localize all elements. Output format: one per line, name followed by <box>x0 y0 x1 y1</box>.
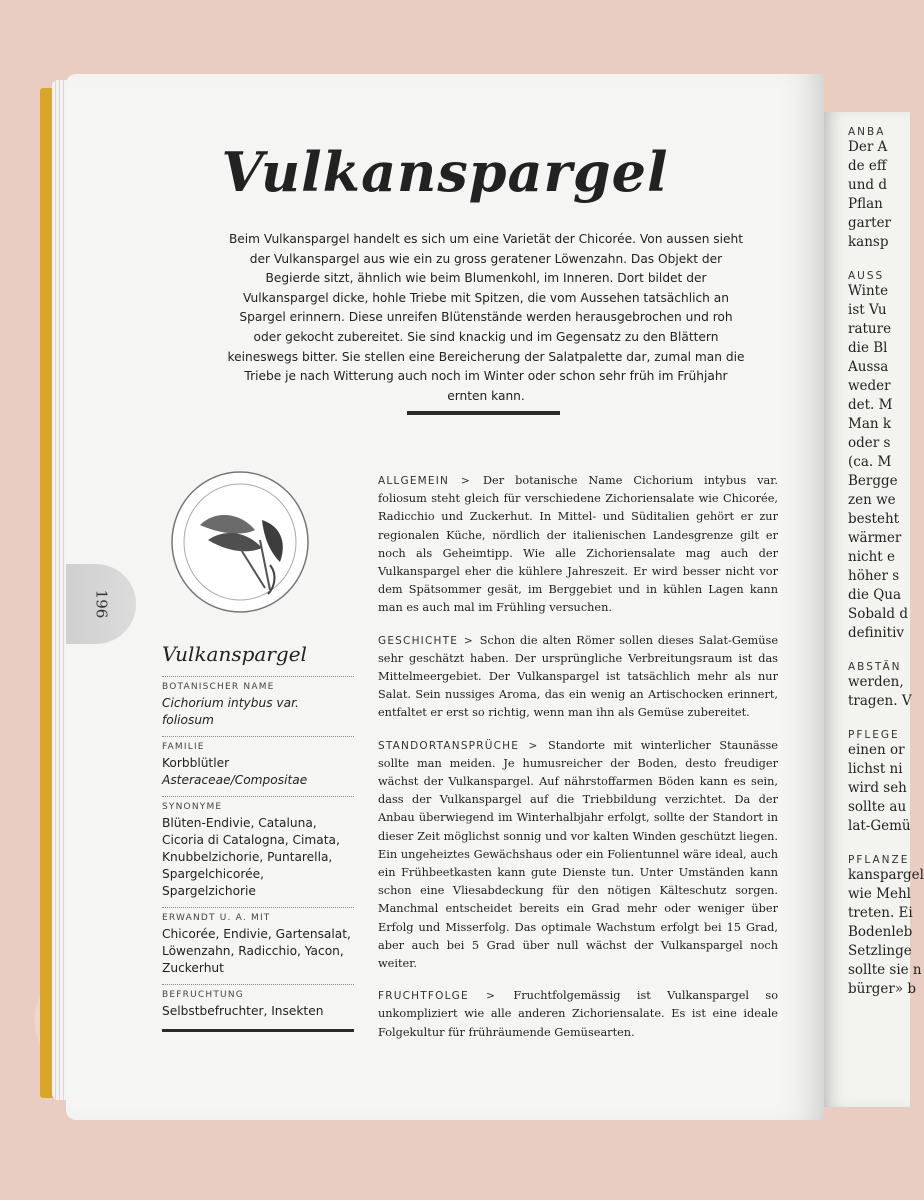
section-text: Schon die alten Römer sollen dieses Salat-Gemüse sehr geschätzt haben. Der ursprüngliche Verbreitungsraum ist das Mittelmeergebiet. Der Vulkanspargel ist tatsächlich mehr als nur Salat. Sein nussiges Aroma, das ein wenig an Artischocken erinnert, entfaltet er erst so richtig, wenn man ihn als Gemüse zubereitet. <box>378 633 779 720</box>
right-page-line: de eff <box>848 158 887 174</box>
right-page-heading: ABSTÄN <box>848 661 902 673</box>
fact-value: Cichorium intybus var. foliosum <box>162 696 299 727</box>
section-crop-rotation <box>378 987 778 1042</box>
fact-sidebar <box>162 642 354 1032</box>
right-page-line: lat-Gemü <box>848 818 911 834</box>
right-page-line: die Bl <box>848 340 888 356</box>
right-page-heading: ANBA <box>848 126 886 138</box>
right-page-line: Bodenleb <box>848 924 913 940</box>
sidebar-title: Vulkanspargel <box>162 642 307 666</box>
right-page-line: garter <box>848 215 892 231</box>
right-page-line: wird seh <box>848 780 907 796</box>
page-number-tab <box>66 564 136 644</box>
right-page-line: kanspargel <box>848 867 924 883</box>
right-page-line: einen or <box>848 742 905 758</box>
section-history <box>378 632 778 723</box>
right-page-line: definitiv <box>848 625 905 641</box>
right-page-line: Sobald d <box>848 606 908 622</box>
right-page-heading: PFLANZE <box>848 854 910 866</box>
fact-value: Selbstbefruchter, Insekten <box>162 1004 324 1018</box>
right-page-line: Der A <box>848 139 888 155</box>
fact-label: SYNONYME <box>162 802 223 812</box>
right-page-line: Bergge <box>848 473 898 489</box>
right-page-line: wärmer <box>848 530 902 546</box>
page-title: Vulkanspargel <box>221 140 669 204</box>
right-page-line: Winte <box>848 283 889 299</box>
right-page-line: ist Vu <box>848 302 887 318</box>
right-page-line: sollte au <box>848 799 907 815</box>
page-number: 196 <box>91 589 110 619</box>
right-page-line: (ca. M <box>848 454 892 470</box>
section-site-requirements <box>378 737 778 974</box>
plate-illustration <box>170 470 310 615</box>
right-page-line: zen we <box>848 492 896 508</box>
fact-synonyms <box>162 796 354 907</box>
section-heading: GESCHICHTE > <box>378 634 480 647</box>
section-heading: STANDORTANSPRÜCHE > <box>378 739 548 752</box>
right-page-line: Man k <box>848 416 892 432</box>
sidebar-divider <box>162 1029 354 1032</box>
right-page-line: die Qua <box>848 587 902 603</box>
right-page-line: weder <box>848 378 891 394</box>
section-heading: ALLGEMEIN > <box>378 475 483 487</box>
fact-value-secondary: Asteraceae/Compositae <box>162 773 308 787</box>
title-divider <box>407 411 560 415</box>
right-page-line: sollte sie n <box>848 962 922 978</box>
fact-label: ERWANDT U. A. MIT <box>162 913 271 923</box>
fact-value: Korbblütler <box>162 756 230 770</box>
right-page-line: det. M <box>848 397 893 413</box>
fact-value: Blüten-Endivie, Cataluna, Cicoria di Catalogna, Cimata, Knubbelzichorie, Puntarella, Spargelchicorée, Spargelzichorie <box>162 816 340 898</box>
fact-label: BOTANISCHER NAME <box>162 682 275 692</box>
right-page-line: höher s <box>848 568 900 584</box>
right-page-line: Pflan <box>848 196 883 212</box>
section-text: Standorte mit winterlicher Staunässe sollte man meiden. Je humusreicher der Boden, desto freudiger wächst der Vulkanspargel. Auf nährstoffarmen Böden kann es sein, dass der Vulkanspargel auf die Triebbildung verzichtet. Da der Anbau überwiegend im Winterhalbjahr erfolgt, sollte der Standort in dieser Zeit möglichst sonnig und vor kalten Winden geschützt liegen. Ein ungeheiztes Gewächshaus oder ein Folientunnel wäre ideal, auch ein Frühbeetkasten kann gute Dienste tun. Unter Umständen kann schon eine Vliesabdeckung für den nötigen Kälteschutz sorgen. Manchmal entscheidet bereits ein Grad mehr oder weniger über Erfolg und Misserfolg. Das optimale Wachstum erfolgt bei 15 Grad, aber auch bei 5 Grad über null wächst der Vulkanspargel noch weiter. <box>378 738 778 971</box>
section-text: Der botanische Name Cichorium intybus var. foliosum steht gleich für verschiedene Zichoriensalate wie Chicorée, Radicchio und Zuckerhut. In Mittel- und Süditalien gehört er zur regionalen Küche, nördlich der italienischen Landesgrenze gilt er noch als Geheimtipp. Wie alle Zichoriensalate mag auch der Vulkanspargel eher die kühlere Jahreszeit. Er wird besser nicht vor dem Spätsommer gesät, im Berggebiet und in kühlen Lagen kann man es auch mal im Frühling versuchen. <box>378 474 778 615</box>
right-page-line: bürger» b <box>848 981 917 997</box>
intro-paragraph: Beim Vulkanspargel handelt es sich um eine Varietät der Chicorée. Von aussen sieht der Vulkanspargel aus wie ein zu gross geratener Löwenzahn. Das Objekt der Begierde sitzt, ähnlich wie beim Blumenkohl, im Inneren. Dort bildet der Vulkanspargel dicke, hohle Triebe mit Spitzen, die vom Aussehen tatsächlich an Spargel erinnern. Diese unreifen Blütenstände werden herausgebrochen und roh oder gekocht zubereitet. Sie sind knackig und im Gegensatz zu den Blättern keineswegs bitter. Sie stellen eine Bereicherung der Salatpalette dar, zumal man die Triebe je nach Witterung auch noch im Winter oder schon sehr früh im Frühjahr ernten kann. <box>227 232 745 403</box>
right-page-line: werden, <box>848 674 904 690</box>
fact-family <box>162 736 354 796</box>
body-text <box>378 472 778 1056</box>
right-page-line: lichst ni <box>848 761 903 777</box>
right-page-line: Setzlinge <box>848 943 912 959</box>
fact-label: BEFRUCHTUNG <box>162 990 244 1000</box>
fact-value: Chicorée, Endivie, Gartensalat, Löwenzahn, Radicchio, Yacon, Zuckerhut <box>162 927 351 975</box>
section-heading: FRUCHTFOLGE > <box>378 990 514 1003</box>
right-page-line: besteht <box>848 511 900 527</box>
right-page-line: tragen. V <box>848 693 912 709</box>
right-page-line: Aussa <box>848 359 889 375</box>
right-page-heading: AUSS <box>848 270 885 282</box>
right-page-line: rature <box>848 321 892 337</box>
fact-botanical-name <box>162 676 354 736</box>
section-general <box>378 472 778 618</box>
right-page-line: und d <box>848 177 887 193</box>
right-page-line: nicht e <box>848 549 895 565</box>
fact-pollination <box>162 984 354 1027</box>
right-page-line: oder s <box>848 435 891 451</box>
right-page <box>820 112 924 1107</box>
fact-label: FAMILIE <box>162 742 205 752</box>
right-page-line: wie Mehl <box>848 886 911 902</box>
right-page-line: kansp <box>848 234 889 250</box>
right-page-line: treten. Ei <box>848 905 913 921</box>
section-text: Fruchtfolgemässig ist Vulkanspargel so unkompliziert wie alle anderen Zichoriensalate. Es ist eine ideale Folgekultur für frühräumende Gemüsearten. <box>378 989 778 1039</box>
fact-related <box>162 907 354 984</box>
right-page-heading: PFLEGE <box>848 729 900 741</box>
book-page <box>66 74 824 1120</box>
